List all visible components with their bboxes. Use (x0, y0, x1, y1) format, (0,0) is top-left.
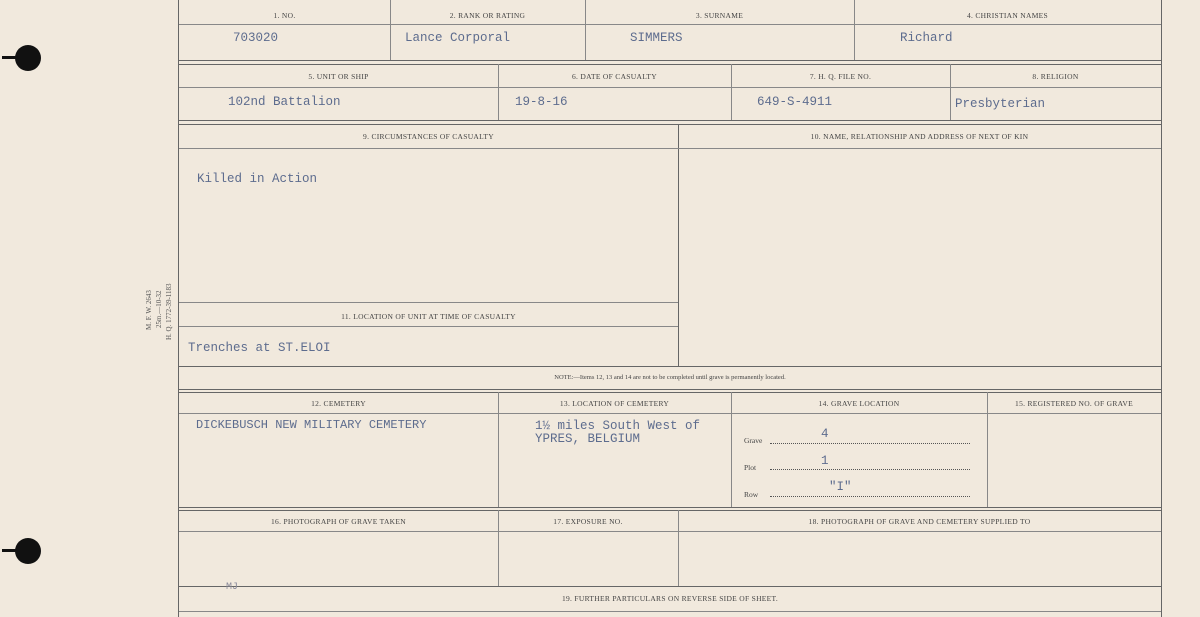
religion-value: Presbyterian (955, 97, 1046, 111)
row3-top (179, 124, 1161, 125)
row2-top (179, 64, 1161, 65)
rank-label: 2. RANK OR RATING (449, 11, 526, 20)
grave-field-label: Grave (744, 436, 763, 445)
side-print-1: M. F. W. 2643 (145, 290, 153, 330)
exposure-label: 17. EXPOSURE NO. (553, 517, 623, 526)
row1-divider-3 (854, 0, 855, 60)
box11-label-line (179, 326, 678, 327)
circumstances-label: 9. CIRCUMSTANCES OF CASUALTY (363, 132, 494, 141)
unit-label: 5. UNIT OR SHIP (308, 72, 369, 81)
row4-label-line (179, 413, 1161, 414)
punch-hole-bottom (15, 538, 41, 564)
row4-divider-2 (731, 392, 732, 507)
registered-label: 15. REGISTERED NO. OF GRAVE (1015, 399, 1133, 408)
date-label: 6. DATE OF CASUALTY (571, 72, 657, 81)
further-particulars: 19. FURTHER PARTICULARS ON REVERSE SIDE OF SHEET. (561, 594, 779, 603)
row2-label-line (179, 87, 1161, 88)
row-dotline (770, 496, 970, 497)
plot-value: 1 (821, 454, 829, 468)
location-unit-value: Trenches at ST.ELOI (188, 341, 331, 355)
box11-top (179, 302, 678, 303)
row5-label-line (179, 531, 1161, 532)
row2-bottom (179, 120, 1161, 121)
hq-value: 649-S-4911 (757, 95, 833, 109)
rank-value: Lance Corporal (405, 31, 511, 45)
religion-label: 8. RELIGION (1032, 72, 1079, 81)
row3-divider (678, 124, 679, 366)
row5-bottom (179, 586, 1161, 587)
initials-mark: MJ (226, 582, 239, 593)
row4-bottom (179, 507, 1161, 508)
location-cemetery-line2: YPRES, BELGIUM (535, 432, 641, 446)
photo-supplied-label: 18. PHOTOGRAPH OF GRAVE AND CEMETERY SUPPLIED TO (808, 517, 1031, 526)
row1-divider-2 (585, 0, 586, 60)
row1-bottom (179, 60, 1161, 61)
surname-label: 3. SURNAME (695, 11, 744, 20)
next-of-kin-label: 10. NAME, RELATIONSHIP AND ADDRESS OF NEXT OF KIN (810, 132, 1029, 141)
row-field-label: Row (744, 490, 759, 499)
punch-hole-top-mark (2, 56, 18, 59)
row4-divider-1 (498, 392, 499, 507)
row4-divider-3 (987, 392, 988, 507)
circumstances-value: Killed in Action (197, 172, 318, 186)
unit-value: 102nd Battalion (228, 95, 341, 109)
row1-divider-1 (390, 0, 391, 60)
location-unit-label: 11. LOCATION OF UNIT AT TIME OF CASUALTY (341, 312, 516, 321)
location-cemetery-label: 13. LOCATION OF CEMETERY (559, 399, 670, 408)
surname-value: SIMMERS (630, 31, 683, 45)
photo-taken-label: 16. PHOTOGRAPH OF GRAVE TAKEN (271, 517, 406, 526)
date-value: 19-8-16 (515, 95, 568, 109)
row3-bottom (179, 366, 1161, 367)
plot-field-label: Plot (744, 463, 757, 472)
hq-label: 7. H. Q. FILE NO. (809, 72, 872, 81)
grave-value: 4 (821, 427, 829, 441)
punch-hole-top (15, 45, 41, 71)
note-text: NOTE:—Items 12, 13 and 14 are not to be completed until grave is permanently located. (554, 374, 786, 381)
row1-label-line (179, 24, 1161, 25)
row3-label-line (179, 148, 1161, 149)
grave-location-label: 14. GRAVE LOCATION (818, 399, 900, 408)
row4-top-2 (179, 392, 1161, 393)
row4-top (179, 389, 1161, 390)
row5-top (179, 510, 1161, 511)
cemetery-label: 12. CEMETERY (311, 399, 366, 408)
plot-dotline (770, 469, 970, 470)
footer-line (179, 611, 1161, 612)
no-value: 703020 (233, 31, 279, 45)
no-label: 1. NO. (273, 11, 296, 20)
punch-hole-bottom-mark (2, 549, 18, 552)
cemetery-value: DICKEBUSCH NEW MILITARY CEMETERY (196, 418, 427, 432)
side-print-2: 25m.—10-32 (155, 290, 163, 328)
right-border (1161, 0, 1162, 617)
side-print-3: H. Q. 1772-39-1183 (165, 283, 173, 340)
christian-value: Richard (900, 31, 953, 45)
grave-dotline (770, 443, 970, 444)
christian-label: 4. CHRISTIAN NAMES (966, 11, 1049, 20)
row-value: "I" (829, 480, 852, 494)
location-cemetery-line1: 1½ miles South West of (535, 419, 701, 433)
